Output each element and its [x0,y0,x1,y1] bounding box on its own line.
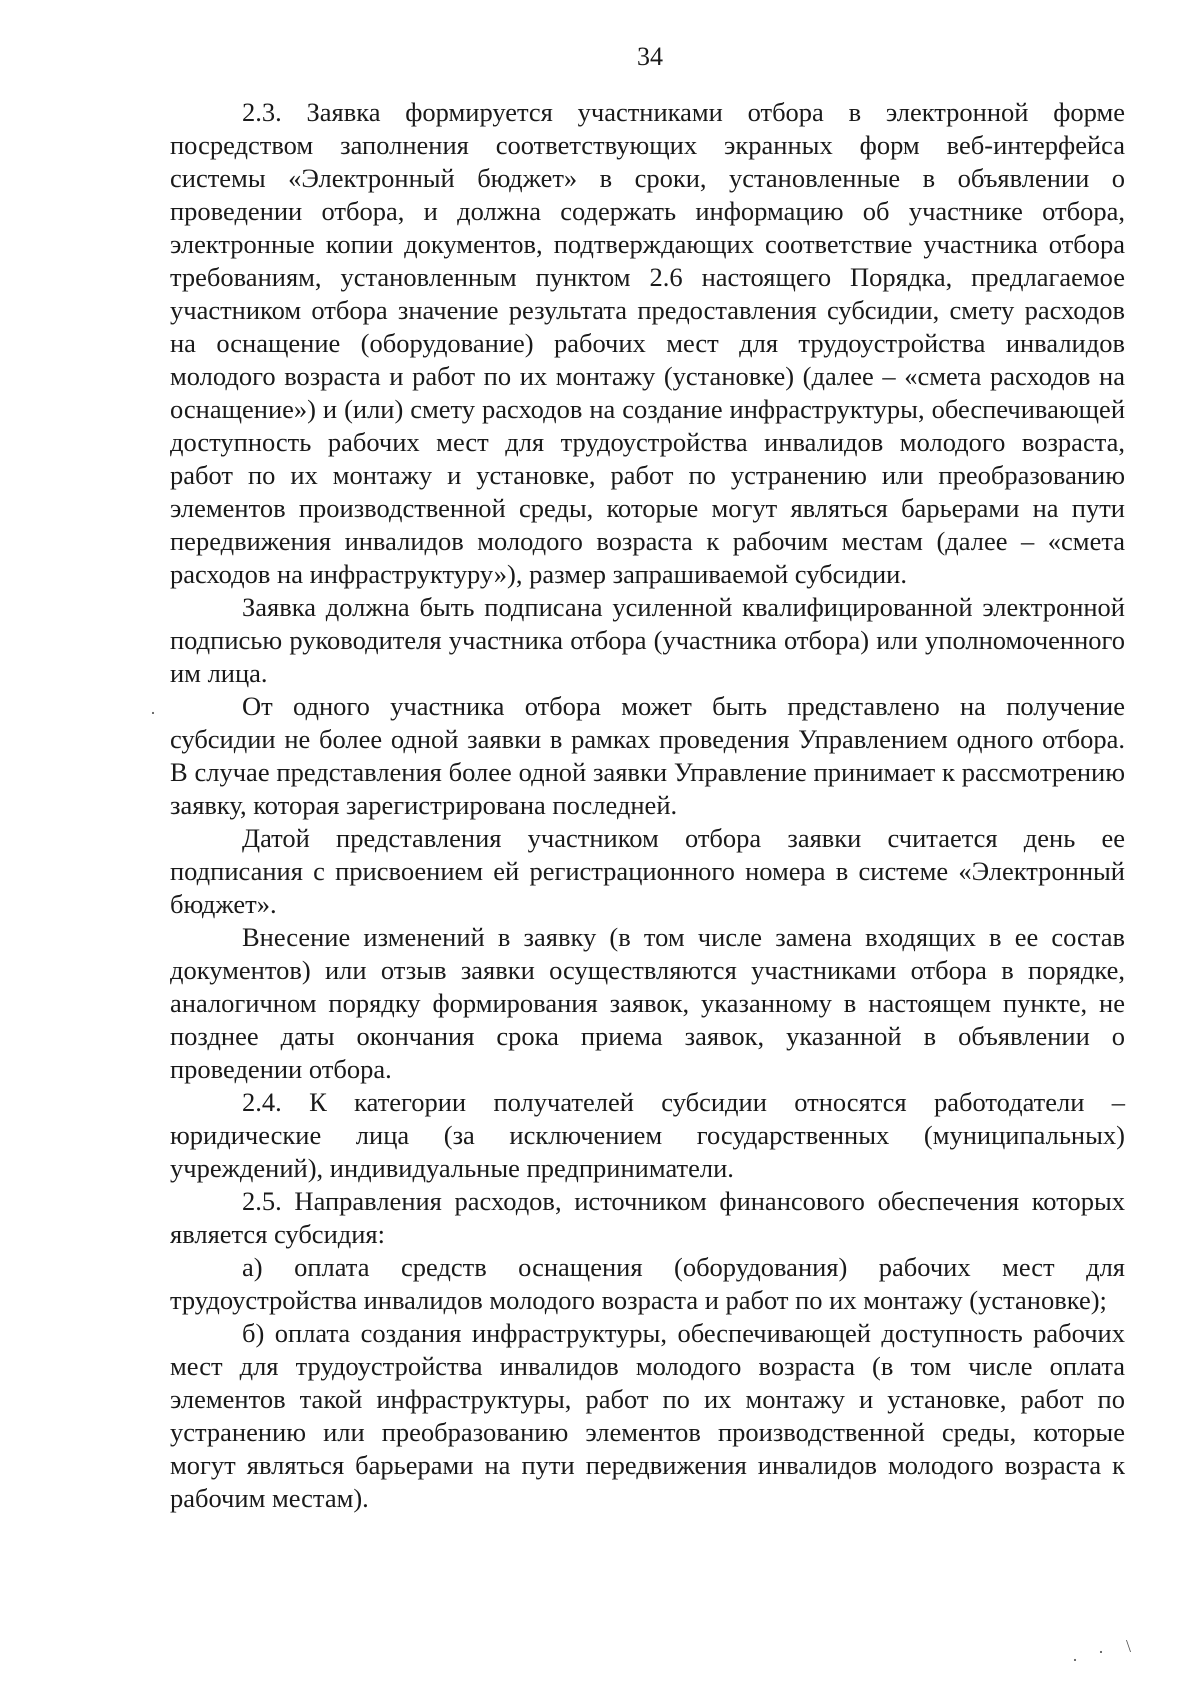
paragraph-2-4: 2.4. К категории получателей субсидии относятся работодатели – юридические лица (за исключением государственных (муниципальных) учреждений), индивидуальные предприниматели. [170,1087,1125,1183]
paragraph-2-3: 2.3. Заявка формируется участниками отбора в электронной форме посредством заполнения соответствующих экранных форм веб-интерфейса системы «Электронный бюджет» в сроки, установленные в объявлении о проведении отбора, и должна содержать информацию об участнике отбора, электронные копии документов, подтверждающих соответствие участника отбора требованиям, установленным пунктом 2.6 настоящего Порядка, предлагаемое участником отбора значение результата предоставления субсидии, смету расходов на оснащение (оборудование) рабочих мест для трудоустройства инвалидов молодого возраста и работ по их монтажу (установке) (далее – «смета расходов на оснащение») и (или) смету расходов на создание инфраструктуры, обеспечивающей доступность рабочих мест для трудоустройства инвалидов молодого возраста, работ по их монтажу и установке, работ по устранению или преобразованию элементов производственной среды, которые могут являться барьерами на пути передвижения инвалидов молодого возраста к рабочим местам (далее – «смета расходов на инфраструктуру»), размер запрашиваемой субсидии. [170,97,1125,589]
scan-speck: \ [1126,1636,1132,1656]
paragraph-signature: Заявка должна быть подписана усиленной квалифицированной электронной подписью руководителя участника отбора (участника отбора) или уполномоченного им лица. [170,592,1125,688]
paragraph-one-application: От одного участника отбора может быть представлено на получение субсидии не более одной заявки в рамках проведения Управлением одного отбора. В случае представления более одной заявки Управление принимает к рассмотрению заявку, которая зарегистрирована последней. [170,691,1125,820]
document-body [170,96,1125,1515]
scan-speck: · [1098,1642,1104,1662]
list-item-a: а) оплата средств оснащения (оборудования) рабочих мест для трудоустройства инвалидов молодого возраста и работ по их монтажу (установке); [170,1252,1125,1315]
scan-speck: · [150,703,156,723]
scan-speck: · [1072,1650,1078,1670]
page-number: 34 [637,42,663,71]
paragraph-2-5: 2.5. Направления расходов, источником финансового обеспечения которых является субсидия: [170,1186,1125,1249]
list-item-b: б) оплата создания инфраструктуры, обеспечивающей доступность рабочих мест для трудоустройства инвалидов молодого возраста (в том числе оплата элементов такой инфраструктуры, работ по их монтажу и установке, работ по устранению или преобразованию элементов производственной среды, которые могут являться барьерами на пути передвижения инвалидов молодого возраста к рабочим местам). [170,1318,1125,1513]
paragraph-changes: Внесение изменений в заявку (в том числе замена входящих в ее состав документов) или отзыв заявки осуществляются участниками отбора в порядке, аналогичном порядку формирования заявок, указанному в настоящем пункте, не позднее даты окончания срока приема заявок, указанной в объявлении о проведении отбора. [170,922,1125,1084]
paragraph-submission-date: Датой представления участником отбора заявки считается день ее подписания с присвоением ей регистрационного номера в системе «Электронный бюджет». [170,823,1125,919]
